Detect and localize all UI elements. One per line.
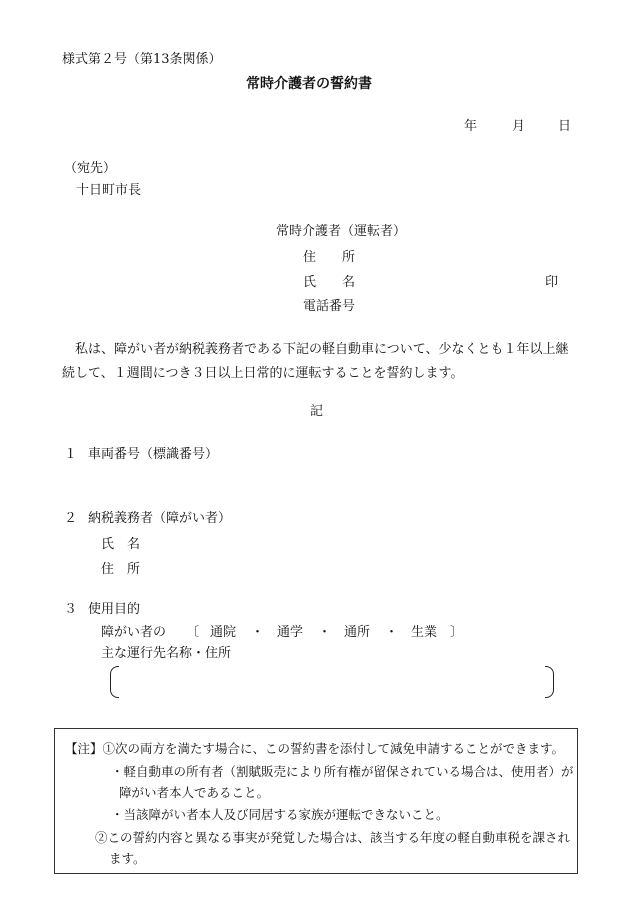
purpose-option-tsuin[interactable]: 通院	[210, 625, 237, 640]
note-line-2b: ます。	[109, 851, 146, 866]
destination-label: 主な運行先名称・住所	[101, 646, 232, 661]
item2-address-label: 住 所	[101, 562, 141, 577]
addressee-name: 十日町市長	[76, 183, 142, 198]
purpose-separator: ・	[385, 625, 399, 640]
purpose-open-bracket: 〔	[186, 625, 200, 640]
note-heading: 【注】	[65, 741, 103, 756]
purpose-separator: ・	[251, 625, 265, 640]
destination-input-area[interactable]	[122, 668, 542, 694]
destination-bracket-right	[545, 666, 554, 698]
note-line-1: ①次の両方を満たす場合に、この誓約書を添付して減免申請することができます。	[102, 741, 565, 756]
item2-label: 納税義務者（障がい者）	[88, 511, 232, 526]
item1-label: 車両番号（標識番号）	[88, 447, 219, 462]
form-number: 様式第２号（第13条関係）	[62, 52, 222, 67]
document-title: 常時介護者の誓約書	[246, 76, 372, 92]
item1-number: １	[64, 447, 78, 462]
purpose-option-tsusho[interactable]: 通所	[344, 625, 371, 640]
date-month-label: 月	[512, 119, 526, 134]
purpose-separator: ・	[318, 625, 332, 640]
purpose-option-tsugaku[interactable]: 通学	[277, 625, 304, 640]
note-box	[54, 728, 578, 874]
ki-heading: 記	[310, 404, 324, 419]
signer-phone-label: 電話番号	[303, 299, 356, 314]
addressee-label: （宛先）	[64, 161, 117, 176]
date-day-label: 日	[558, 119, 572, 134]
declaration-text: 私は、障がい者が納税義務者である下記の軽自動車について、少なくとも１年以上継続して、１週間につき３日以上日常的に運転することを誓約します。	[62, 342, 569, 381]
note-line-2a: ②この誓約内容と異なる事実が発覚した場合は、該当する年度の軽自動車税を課され	[95, 830, 571, 845]
note-bullet-1b: 障がい者本人であること。	[119, 785, 270, 800]
purpose-option-seigyo[interactable]: 生業	[411, 625, 438, 640]
signer-address-label: 住 所	[303, 250, 356, 265]
item2-number: ２	[64, 511, 78, 526]
purpose-prefix: 障がい者の	[101, 625, 167, 640]
signer-heading: 常時介護者（運転者）	[276, 224, 407, 239]
item2-name-label: 氏 名	[101, 537, 141, 552]
date-year-label: 年	[464, 119, 478, 134]
note-bullet-1a: ・軽自動車の所有者（割賦販売により所有権が留保されている場合は、使用者）が	[111, 764, 574, 779]
seal-mark: 印	[545, 275, 559, 290]
destination-bracket-left	[110, 666, 119, 698]
item3-label: 使用目的	[88, 602, 141, 617]
item3-number: ３	[64, 602, 78, 617]
purpose-close-bracket: 〕	[450, 625, 464, 640]
note-bullet-2: ・当該障がい者本人及び同居する家族が運転できないこと。	[111, 807, 449, 822]
signer-name-label: 氏 名	[303, 275, 356, 290]
